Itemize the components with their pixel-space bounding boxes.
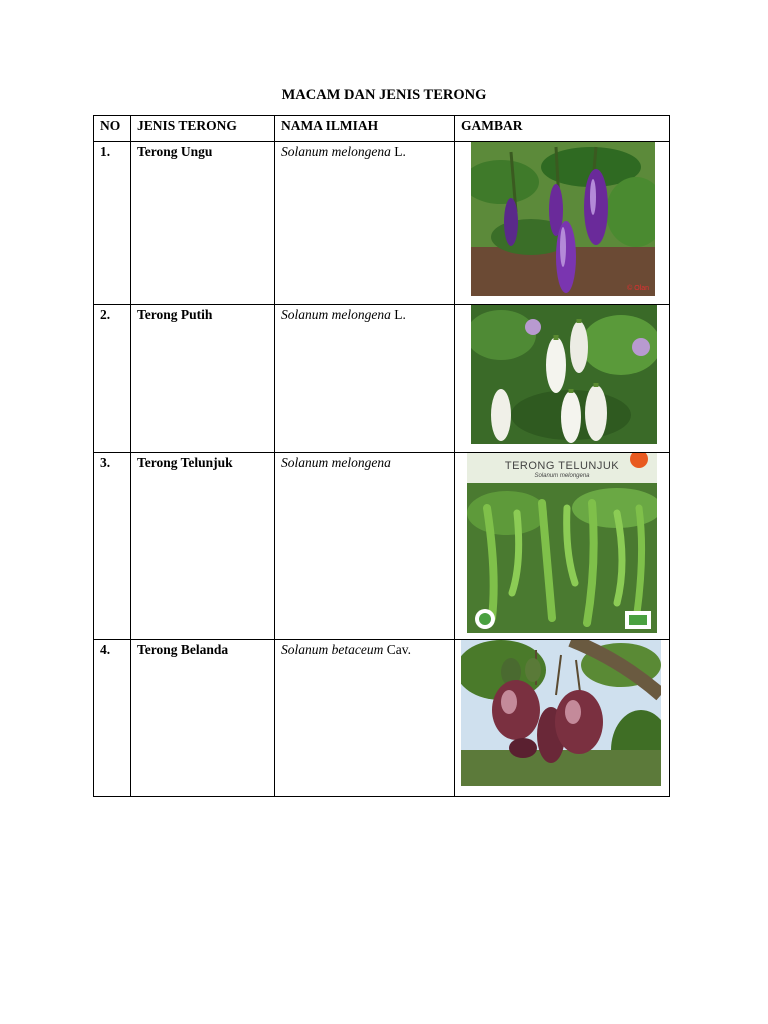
row-jenis: Terong Ungu (131, 142, 275, 305)
table-row (94, 142, 670, 305)
row-jenis: Terong Belanda (131, 640, 275, 797)
row-number: 3. (94, 453, 131, 640)
scientific-author: L. (390, 307, 406, 322)
table-header-row (94, 116, 670, 142)
row-jenis: Terong Telunjuk (131, 453, 275, 640)
row-gambar (455, 305, 670, 453)
table-row (94, 305, 670, 453)
row-gambar (455, 640, 670, 797)
tamarillo-photo (461, 640, 661, 786)
scientific-name: Solanum melongena (281, 307, 391, 322)
scientific-name: Solanum melongena (281, 455, 391, 470)
row-gambar (455, 142, 670, 305)
row-number: 1. (94, 142, 131, 305)
row-gambar (455, 453, 670, 640)
table-row (94, 453, 670, 640)
eggplant-table (93, 115, 670, 797)
green-eggplant-photo (467, 453, 657, 633)
header-gambar: GAMBAR (455, 116, 670, 142)
row-jenis: Terong Putih (131, 305, 275, 453)
header-nama: NAMA ILMIAH (275, 116, 455, 142)
table-row (94, 640, 670, 797)
scientific-name: Solanum melongena (281, 144, 391, 159)
image-caption-sub: Solanum melongena (534, 473, 590, 479)
row-number: 4. (94, 640, 131, 797)
svg-text:© Olan: © Olan (627, 285, 649, 292)
row-nama (275, 453, 455, 640)
row-nama (275, 142, 455, 305)
image-caption-heading: TERONG TELUNJUK (504, 460, 620, 472)
scientific-author: L. (390, 144, 406, 159)
header-jenis: JENIS TERONG (131, 116, 275, 142)
purple-eggplant-photo (471, 142, 655, 296)
white-eggplant-photo (471, 305, 657, 444)
row-nama (275, 305, 455, 453)
page-title: MACAM DAN JENIS TERONG (281, 87, 487, 103)
row-nama (275, 640, 455, 797)
scientific-author: Cav. (383, 642, 411, 657)
header-no: NO (94, 116, 131, 142)
row-number: 2. (94, 305, 131, 453)
scientific-name: Solanum betaceum (281, 642, 384, 657)
